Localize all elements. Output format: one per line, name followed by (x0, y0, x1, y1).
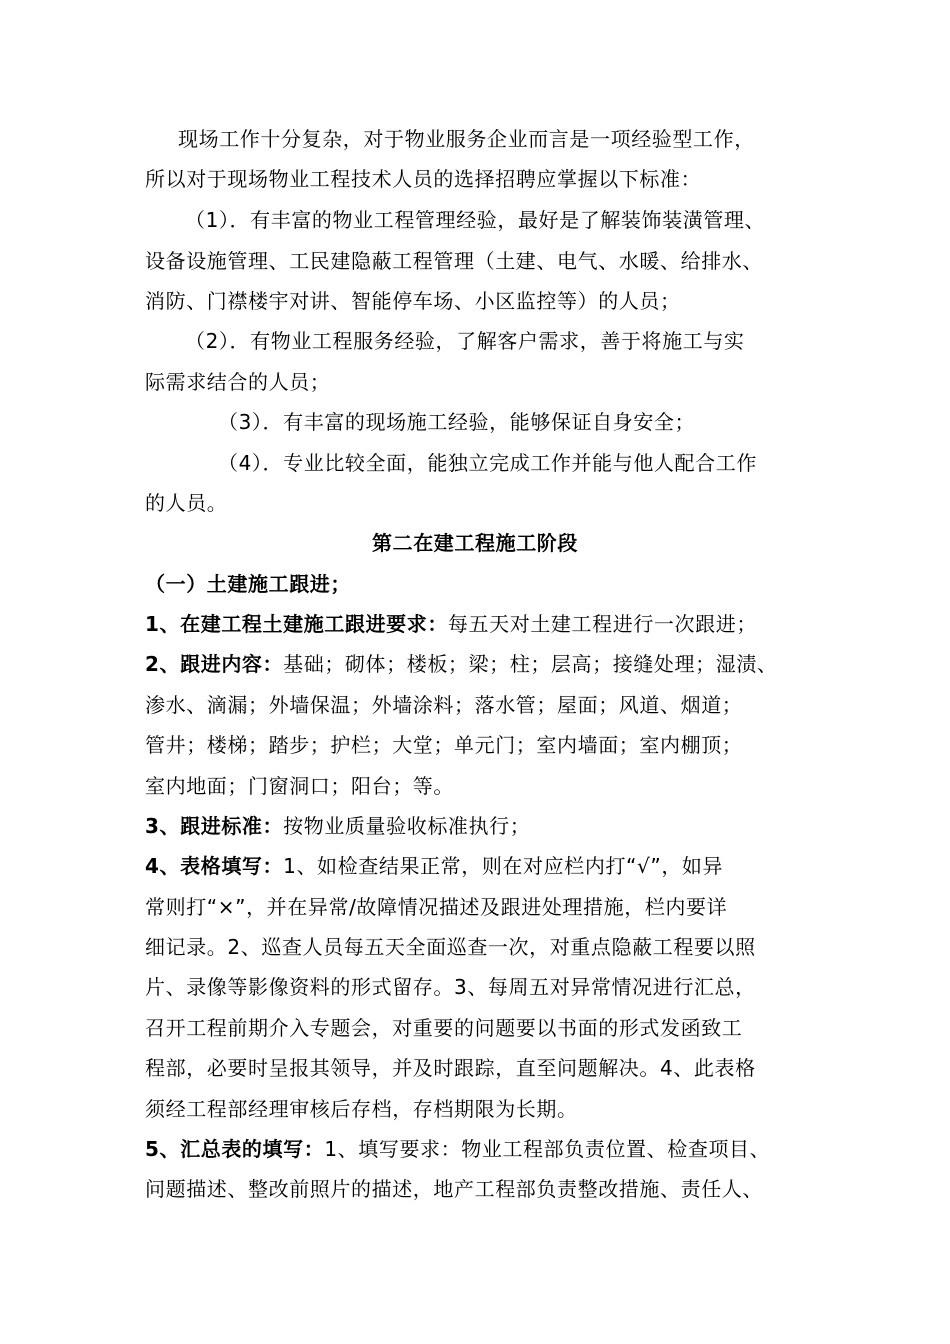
subsection-title: （一）土建施工跟进； (145, 572, 351, 596)
intro-line-1: 现场工作十分复杂，对于物业服务企业而言是一项经验型工作， (178, 127, 755, 151)
criteria-2-line-2: 际需求结合的人员； (145, 370, 331, 394)
item-4-line-1 (145, 854, 723, 878)
item-5-line-1 (145, 1137, 770, 1161)
item-4-line-6: 程部，必要时呈报其领导，并及时跟踪，直至问题解决。4、此表格 (145, 1056, 756, 1080)
section-title: 第二在建工程施工阶段 (372, 531, 578, 555)
item-2-line-4: 室内地面；门窗洞口；阳台；等。 (145, 774, 454, 798)
criteria-1-line-2: 设备设施管理、工民建隐蔽工程管理（土建、电气、水暖、给排水、 (145, 249, 763, 273)
criteria-4-line-1: （4）．专业比较全面，能独立完成工作并能与他人配合工作 (218, 451, 757, 475)
criteria-3: （3）．有丰富的现场施工经验，能够保证自身安全； (218, 410, 696, 434)
item-4-line-5: 召开工程前期介入专题会，对重要的问题要以书面的形式发函致工 (145, 1016, 743, 1040)
criteria-4-line-2: 的人员。 (145, 491, 228, 515)
item-5-line-2: 问题描述、整改前照片的描述，地产工程部负责整改措施、责任人、 (145, 1177, 763, 1201)
item-3-label: 3、跟进标准： (145, 814, 284, 838)
intro-line-2: 所以对于现场物业工程技术人员的选择招聘应掌握以下标准： (145, 167, 702, 191)
item-4-label: 4、表格填写： (145, 854, 284, 878)
criteria-1-line-3: 消防、门襟楼宇对讲、智能停车场、小区监控等）的人员； (145, 289, 681, 313)
item-2-line-2: 渗水、滴漏；外墙保温；外墙涂料；落水管；屋面；风道、烟道； (145, 693, 743, 717)
criteria-2-line-1: （2）．有物业工程服务经验，了解客户需求，善于将施工与实 (185, 329, 745, 353)
item-4-line-7: 须经工程部经理审核后存档，存档期限为长期。 (145, 1097, 578, 1121)
item-4-line-2: 常则打“×”，并在异常/故障情况描述及跟进处理措施，栏内要详 (145, 895, 728, 919)
item-1 (145, 612, 757, 636)
item-2-text: 基础；砌体；楼板；梁；柱；层高；接缝处理；湿渍、 (283, 652, 778, 676)
item-2-line-3: 管井；楼梯；踏步；护栏；大堂；单元门；室内墙面；室内棚顶； (145, 733, 743, 757)
item-4-line-3: 细记录。2、巡查人员每五天全面巡查一次，对重点隐蔽工程要以照 (145, 935, 756, 959)
item-2-label: 2、跟进内容： (145, 652, 284, 676)
item-4-text: 1、如检查结果正常，则在对应栏内打“√”，如异 (283, 854, 724, 878)
item-2-line-1 (145, 652, 778, 676)
item-5-text: 1、填写要求：物业工程部负责位置、检查项目、 (324, 1137, 771, 1161)
item-3-text: 按物业质量验收标准执行； (283, 814, 531, 838)
criteria-1-line-1: （1）．有丰富的物业工程管理经验，最好是了解装饰装潢管理、 (185, 208, 766, 232)
item-4-line-4: 片、录像等影像资料的形式留存。3、每周五对异常情况进行汇总， (145, 975, 756, 999)
item-5-label: 5、汇总表的填写： (145, 1137, 325, 1161)
item-1-text: 每五天对土建工程进行一次跟进； (447, 612, 757, 636)
item-3 (145, 814, 530, 838)
item-1-label: 1、在建工程土建施工跟进要求： (145, 612, 448, 636)
